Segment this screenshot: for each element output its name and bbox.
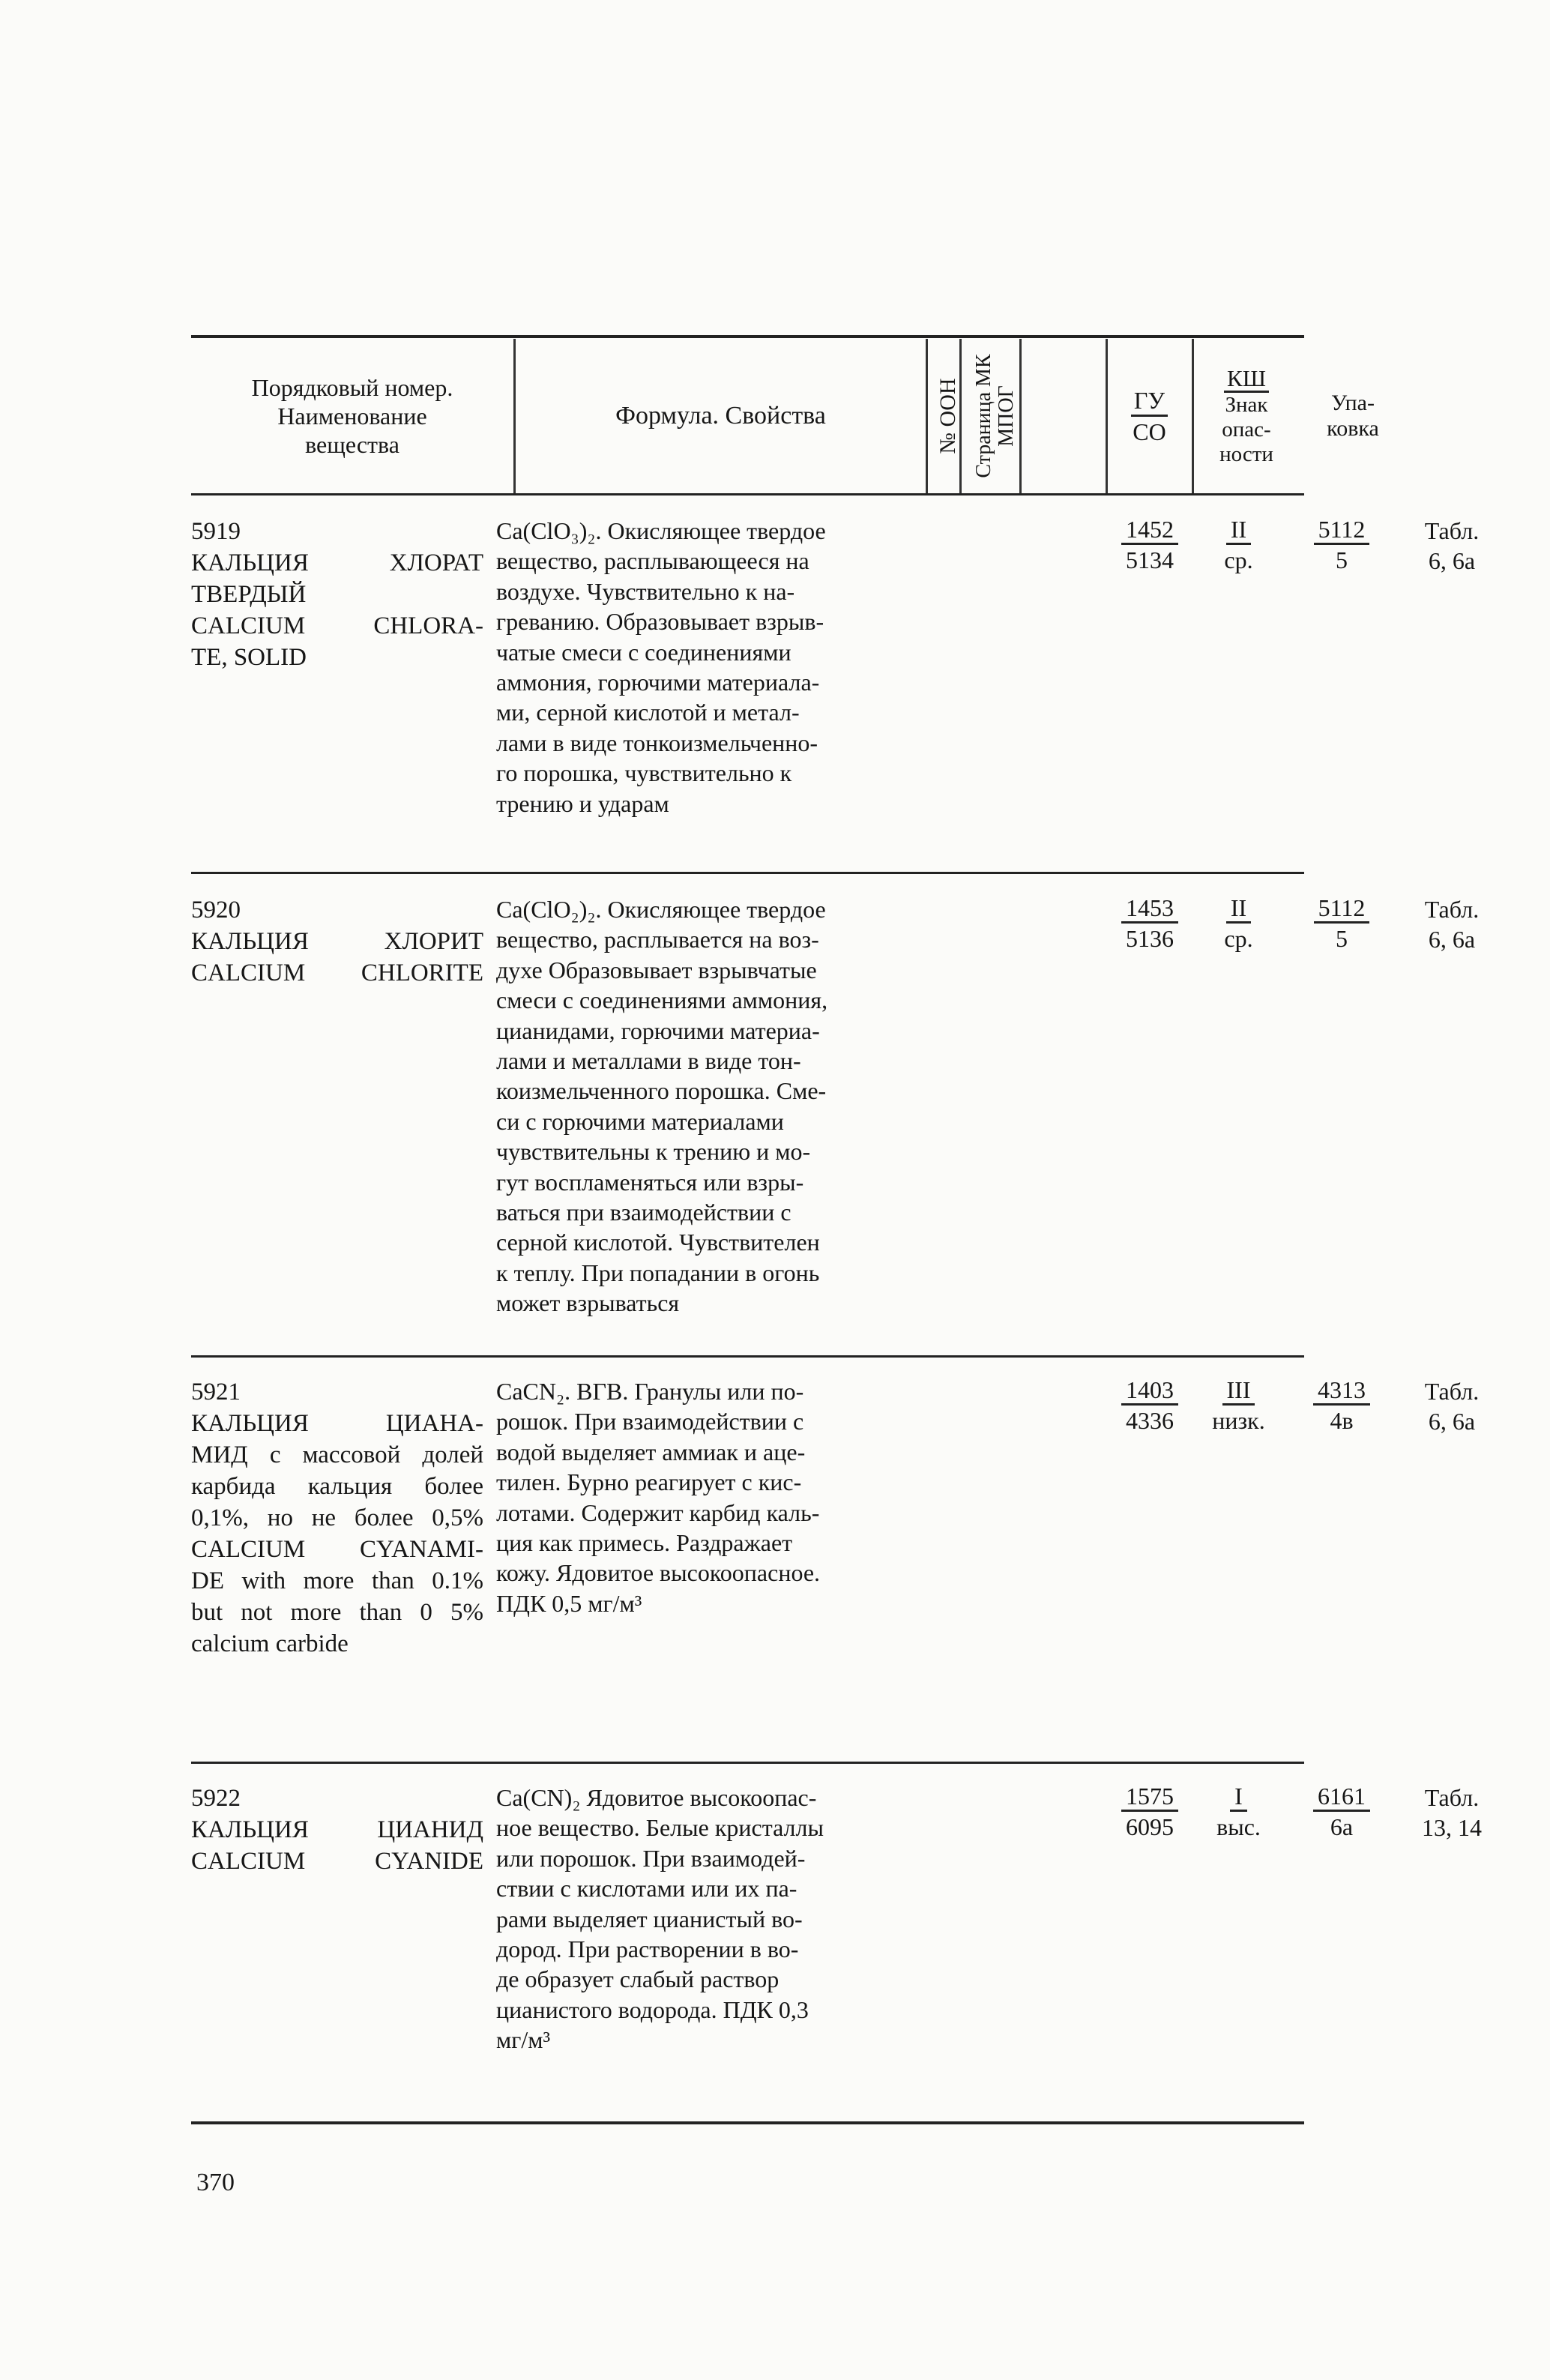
desc-line: духе Образовывает взрывчатые — [496, 956, 817, 983]
desc-line: си с горючими материалами — [496, 1107, 784, 1135]
pack-line: 6, 6а — [1428, 1408, 1476, 1435]
desc-line: ПДК 0,5 мг/м³ — [496, 1589, 642, 1617]
header-name-column — [191, 339, 513, 493]
co-value: низк. — [1212, 1407, 1265, 1434]
pack-line: Табл. — [1424, 1378, 1480, 1405]
un-number: 1403 — [1121, 1376, 1178, 1406]
header-formula-column: Формула. Свойства — [615, 402, 826, 430]
header-top-rule — [191, 335, 1304, 338]
desc-line: Ca(ClO₃)₂. Окисляющее твердое — [496, 517, 826, 544]
desc-line: трению и ударам — [496, 789, 669, 817]
entry-description — [496, 1376, 1111, 1618]
entry-gu-co — [1195, 1783, 1282, 1840]
entry-description — [496, 894, 1111, 1319]
ksh-value: 5112 — [1314, 516, 1370, 545]
entry-name-line: CALCIUM CHLORITE — [191, 959, 483, 986]
sign-value: 5 — [1336, 546, 1348, 573]
pack-line: Табл. — [1424, 1784, 1480, 1811]
gu-value: II — [1226, 894, 1251, 924]
header-gu-label: ГУ — [1131, 387, 1168, 417]
pack-line: 13, 14 — [1422, 1814, 1482, 1841]
co-value: ср. — [1224, 546, 1253, 573]
entry-name-line: TE, SOLID — [191, 644, 307, 671]
page-number: 370 — [196, 2169, 235, 2196]
desc-line: го порошка, чувствительно к — [496, 759, 792, 787]
header-sign-line: ности — [1219, 442, 1273, 466]
entry-name-line: МИД с массовой долей — [191, 1441, 483, 1468]
desc-line: лами и металлами в виде тон- — [496, 1047, 801, 1075]
un-number: 1575 — [1121, 1783, 1178, 1812]
desc-line: аммония, горючими материала- — [496, 669, 820, 696]
ksh-value: 5112 — [1314, 894, 1370, 924]
entry-pack — [1399, 1376, 1504, 1436]
un-number: 1453 — [1121, 894, 1178, 924]
entry-gu-co — [1195, 516, 1282, 573]
table-header — [191, 339, 1379, 493]
desc-line: водой выделяет аммиак и аце- — [496, 1438, 806, 1465]
entry-un-page — [1109, 1783, 1191, 1840]
desc-line: CaCN₂. ВГВ. Гранулы или по- — [496, 1378, 804, 1405]
entry-gu-co — [1195, 1376, 1282, 1434]
entry-ksh-sign — [1293, 1376, 1390, 1434]
entry-number: 5921 — [191, 1379, 241, 1406]
header-ksh-label: КШ — [1224, 366, 1269, 393]
pack-line: Табл. — [1424, 896, 1480, 923]
desc-line: смеси с соединениями аммония, — [496, 986, 828, 1014]
header-un-column — [933, 343, 963, 489]
entry-ksh-sign — [1293, 516, 1390, 573]
ksh-value: 4313 — [1313, 1376, 1370, 1406]
desc-line: ция как примесь. Раздражает — [496, 1529, 793, 1557]
entry-description — [496, 516, 1111, 819]
desc-line: ми, серной кислотой и метал- — [496, 699, 800, 726]
un-number: 1452 — [1121, 516, 1178, 545]
desc-line: цианистого водорода. ПДК 0,3 — [496, 1995, 809, 2023]
header-name-line: Порядковый номер. — [251, 374, 453, 401]
desc-line: гут воспламеняться или взры- — [496, 1168, 804, 1196]
entry-number: 5922 — [191, 1785, 241, 1812]
sign-value: 4в — [1330, 1407, 1354, 1434]
desc-line: может взрываться — [496, 1289, 680, 1317]
sign-value: 6а — [1330, 1813, 1354, 1840]
entry-number: 5920 — [191, 897, 241, 924]
ksh-value: 6161 — [1313, 1783, 1370, 1812]
entry-separator — [191, 872, 1304, 874]
desc-line: де образует слабый раствор — [496, 1965, 779, 1993]
desc-line: коизмельченного порошка. Сме- — [496, 1077, 827, 1105]
page-number-ref: 5136 — [1126, 925, 1174, 952]
desc-line: греванию. Образовывает взрыв- — [496, 608, 824, 636]
gu-value: III — [1222, 1376, 1255, 1406]
entry-name — [191, 1783, 483, 1877]
co-value: ср. — [1224, 925, 1253, 952]
desc-line: рами выделяет цианистый во- — [496, 1905, 803, 1932]
sign-value: 5 — [1336, 925, 1348, 952]
desc-line: мг/м³ — [496, 2026, 551, 2054]
entry-ksh-sign — [1293, 1783, 1390, 1840]
entry-name-line: CALCIUM CYANAMI- — [191, 1536, 483, 1563]
entry-separator — [191, 1762, 1304, 1764]
entry-number: 5919 — [191, 518, 241, 545]
header-page-label: Страница МК МПОГ — [972, 354, 1018, 478]
gu-value: I — [1230, 1783, 1247, 1812]
desc-line: к теплу. При попадании в огонь — [496, 1259, 820, 1286]
header-ksh-column — [1198, 339, 1295, 493]
entry-name — [191, 894, 483, 989]
entry-name-line: КАЛЬЦИЯ ХЛОРАТ — [191, 549, 483, 576]
header-name-line: Наименование — [277, 403, 427, 430]
entry-name-line: CALCIUM CYANIDE — [191, 1848, 483, 1875]
entry-un-page — [1109, 894, 1191, 952]
header-pack-column — [1300, 339, 1405, 493]
entry-name-line: but not more than 0 5% — [191, 1599, 483, 1626]
header-divider — [1019, 339, 1022, 493]
header-pack-line: ковка — [1327, 416, 1379, 441]
header-page-column — [973, 343, 1018, 489]
desc-line: воздухе. Чувствительно к на- — [496, 577, 795, 605]
pack-line: 6, 6а — [1428, 926, 1476, 953]
entry-name — [191, 516, 483, 673]
header-gu-column — [1107, 339, 1192, 493]
entry-name — [191, 1376, 483, 1660]
desc-line: Ca(ClO₂)₂. Окисляющее твердое — [496, 896, 826, 923]
entry-un-page — [1109, 516, 1191, 573]
header-bottom-rule — [191, 493, 1304, 495]
entry-un-page — [1109, 1376, 1191, 1434]
header-sign-line: Знак — [1225, 392, 1268, 417]
desc-line: или порошок. При взаимодей- — [496, 1844, 806, 1872]
entry-name-line: карбида кальция более — [191, 1473, 483, 1500]
desc-line: рошок. При взаимодействии с — [496, 1408, 804, 1435]
desc-line: чатые смеси с соединениями — [496, 638, 791, 666]
entry-pack — [1399, 894, 1504, 954]
header-divider — [926, 339, 928, 493]
entry-description — [496, 1783, 1111, 2055]
desc-line: чувствительны к трению и мо- — [496, 1138, 811, 1166]
entry-name-line: DE with more than 0.1% — [191, 1567, 483, 1594]
page-number-ref: 6095 — [1126, 1813, 1174, 1840]
header-co-label: СО — [1133, 418, 1166, 445]
co-value: выс. — [1216, 1813, 1261, 1840]
header-name-line: вещества — [305, 431, 399, 458]
desc-line: лами в виде тонкоизмельченно- — [496, 729, 818, 756]
desc-line: кожу. Ядовитое высокоопасное. — [496, 1559, 821, 1587]
entry-name-line: КАЛЬЦИЯ ЦИАНА- — [191, 1410, 483, 1437]
desc-line: лотами. Содержит карбид каль- — [496, 1498, 820, 1526]
desc-line: ное вещество. Белые кристаллы — [496, 1814, 824, 1842]
entry-gu-co — [1195, 894, 1282, 952]
desc-line: вещество, расплывается на воз- — [496, 926, 819, 953]
entry-name-line: КАЛЬЦИЯ ЦИАНИД — [191, 1816, 483, 1843]
entry-name-line: 0,1%, но не более 0,5% — [191, 1504, 483, 1531]
desc-line: тилен. Бурно реагирует с кис- — [496, 1468, 802, 1496]
pack-line: Табл. — [1424, 517, 1480, 544]
entry-ksh-sign — [1293, 894, 1390, 952]
page-number-ref: 5134 — [1126, 546, 1174, 573]
entry-pack — [1399, 1783, 1504, 1843]
entry-name-line: ТВЕРДЫЙ — [191, 581, 307, 608]
entry-name-line: calcium carbide — [191, 1630, 349, 1657]
page-bottom-rule — [191, 2121, 1304, 2124]
header-un-label: № ООН — [935, 378, 960, 454]
desc-line: дород. При растворении в во- — [496, 1935, 799, 1963]
desc-line: ствии с кислотами или их па- — [496, 1875, 797, 1903]
page-number-ref: 4336 — [1126, 1407, 1174, 1434]
entry-name-line: CALCIUM CHLORA- — [191, 612, 483, 639]
entry-name-line: КАЛЬЦИЯ ХЛОРИТ — [191, 928, 483, 955]
header-sign-line: опас- — [1222, 417, 1271, 442]
gu-value: II — [1226, 516, 1251, 545]
entry-separator — [191, 1355, 1304, 1358]
desc-line: цианидами, горючими материа- — [496, 1016, 820, 1044]
desc-line: Ca(CN)₂ Ядовитое высокоопас- — [496, 1784, 817, 1811]
header-pack-line: Упа- — [1331, 391, 1375, 415]
desc-line: вещество, расплывающееся на — [496, 547, 809, 575]
pack-line: 6, 6а — [1428, 547, 1476, 574]
header-divider — [1192, 339, 1194, 493]
entry-pack — [1399, 516, 1504, 576]
desc-line: ваться при взаимодействии с — [496, 1199, 791, 1226]
desc-line: серной кислотой. Чувствителен — [496, 1229, 820, 1256]
